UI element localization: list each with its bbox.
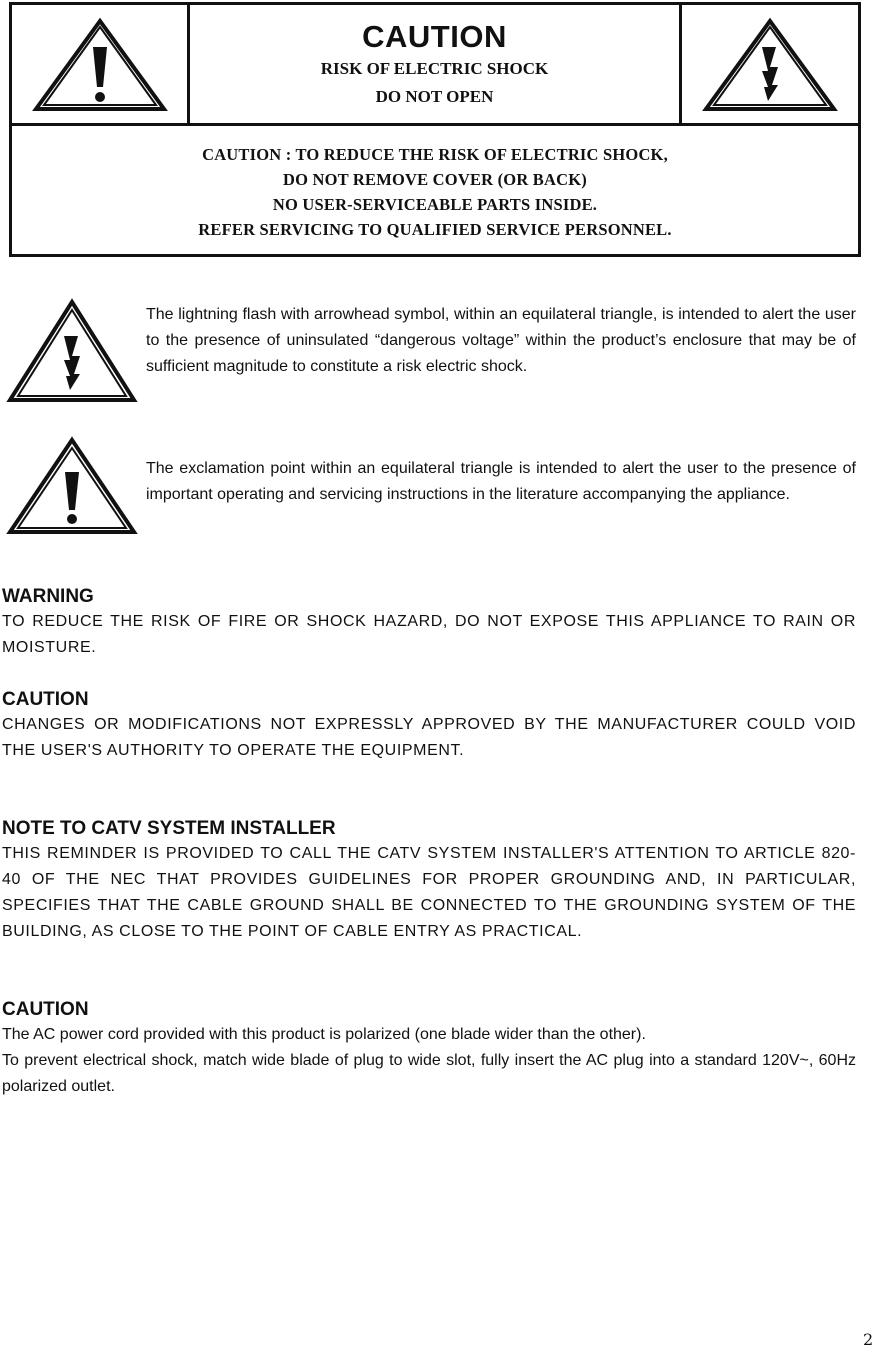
exclamation-symbol-explanation — [6, 436, 856, 536]
section-heading: WARNING — [2, 586, 94, 607]
section-heading: CAUTION — [2, 999, 89, 1020]
caution-subtitle-2: DO NOT OPEN — [375, 87, 494, 106]
lightning-triangle-icon — [6, 296, 138, 406]
caution-line: DO NOT REMOVE COVER (OR BACK) — [283, 170, 587, 189]
section-heading: CAUTION — [2, 689, 89, 710]
warning-section — [2, 585, 856, 661]
section-body: THIS REMINDER IS PROVIDED TO CALL THE CATV SYSTEM INSTALLER'S ATTENTION TO ARTICLE 820-40 OF THE NEC THAT PROVIDES GUIDELINES FOR PROPER GROUNDING AND, IN PARTICULAR, SPECIFIES THAT THE CABLE GROUND SHALL BE CONNECTED TO THE GROUNDING SYSTEM OF THE BUILDING, AS CLOSE TO THE POINT OF CABLE ENTRY AS PRACTICAL. — [2, 845, 856, 940]
caution-right-cell — [682, 5, 858, 123]
caution-label-header — [12, 5, 858, 126]
lightning-triangle-icon — [702, 17, 838, 113]
caution-line: NO USER-SERVICEABLE PARTS INSIDE. — [272, 195, 598, 214]
caution-title-cell — [190, 5, 682, 123]
section-heading: NOTE TO CATV SYSTEM INSTALLER — [2, 818, 336, 839]
lightning-symbol-text: The lightning flash with arrowhead symbol, within an equilateral triangle, is intended to alert the user to the presence of uninsulated “dangerous voltage” within the product’s enclosure that may be of sufficient magnitude to constitute a risk electric shock. — [146, 306, 856, 375]
exclamation-symbol-text: The exclamation point within an equilateral triangle is intended to alert the user to the presence of important operating and servicing instructions in the literature accompanying the appliance. — [146, 460, 856, 503]
caution-line: REFER SERVICING TO QUALIFIED SERVICE PERSONNEL. — [198, 220, 672, 239]
caution-line: CAUTION : TO REDUCE THE RISK OF ELECTRIC SHOCK, — [202, 145, 668, 164]
caution-left-cell — [12, 5, 190, 123]
power-cord-caution-section — [2, 998, 856, 1100]
caution-label-body — [12, 126, 858, 254]
exclamation-triangle-icon — [32, 17, 168, 113]
section-body: CHANGES OR MODIFICATIONS NOT EXPRESSLY APPROVED BY THE MANUFACTURER COULD VOID THE USER'S AUTHORITY TO OPERATE THE EQUIPMENT. — [2, 716, 856, 759]
caution-label-box — [9, 2, 861, 257]
exclamation-triangle-icon — [6, 436, 138, 536]
caution-subtitle-1: RISK OF ELECTRIC SHOCK — [320, 59, 549, 78]
section-body: TO REDUCE THE RISK OF FIRE OR SHOCK HAZARD, DO NOT EXPOSE THIS APPLIANCE TO RAIN OR MOISTURE. — [2, 613, 856, 656]
lightning-symbol-explanation — [6, 296, 856, 406]
page-number: 2 — [863, 1330, 874, 1349]
modifications-caution-section — [2, 688, 856, 764]
catv-installer-note-section — [2, 817, 856, 945]
section-body-2: To prevent electrical shock, match wide blade of plug to wide slot, fully insert the AC plug into a standard 120V~, 60Hz polarized outlet. — [2, 1052, 856, 1095]
caution-title: CAUTION — [362, 19, 507, 54]
section-body: The AC power cord provided with this product is polarized (one blade wider than the other). — [2, 1026, 646, 1043]
